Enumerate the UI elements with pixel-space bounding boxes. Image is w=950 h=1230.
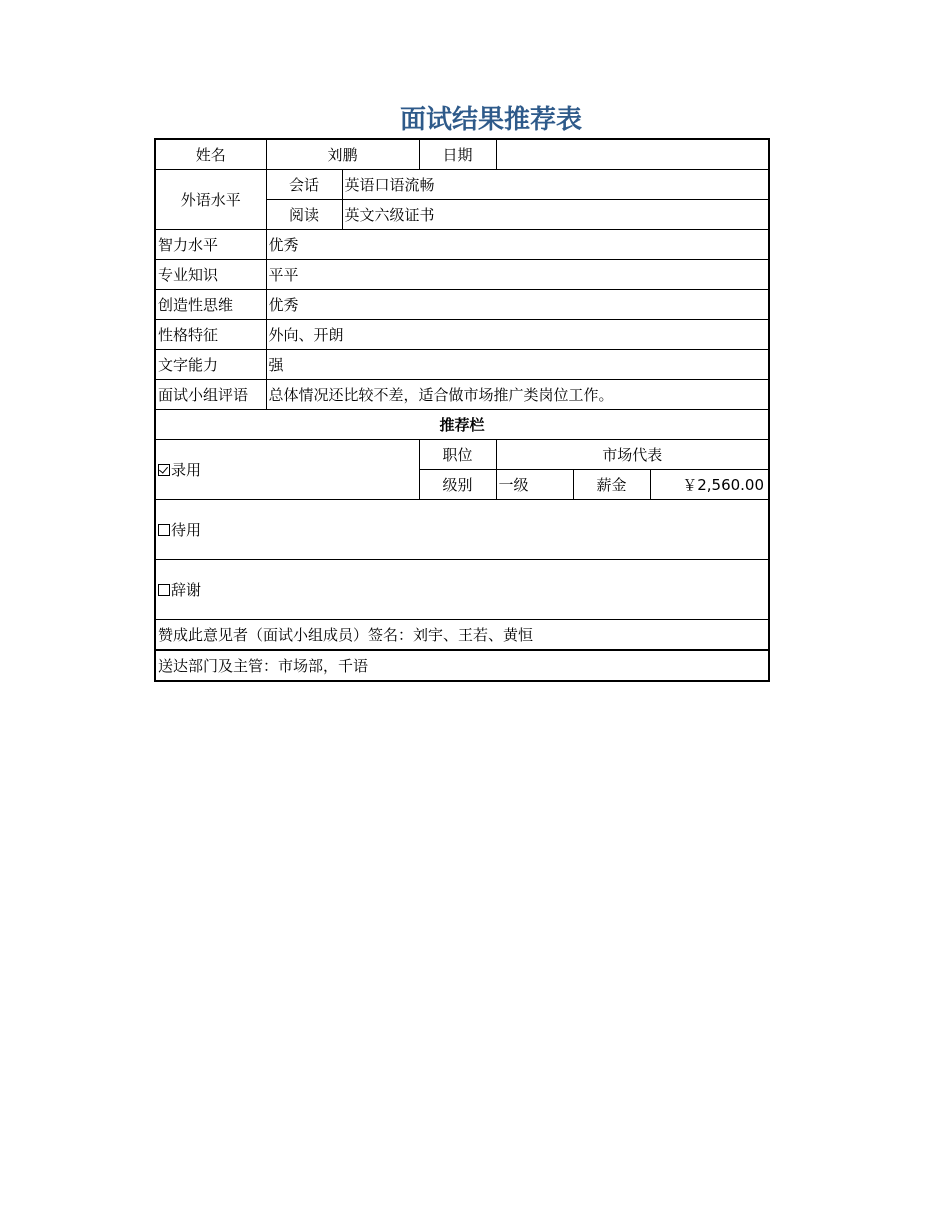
delivery-row	[155, 650, 769, 681]
name-row	[155, 139, 769, 170]
eval-label: 专业知识	[155, 260, 266, 290]
name-label: 姓名	[155, 139, 266, 170]
eval-row-personality	[155, 320, 769, 350]
eval-label: 创造性思维	[155, 290, 266, 320]
speaking-label: 会话	[266, 170, 342, 200]
signers-row	[155, 620, 769, 651]
delivery-text[interactable]: 送达部门及主管：市场部，千语	[155, 650, 769, 681]
eval-label: 性格特征	[155, 320, 266, 350]
unchecked-box-icon[interactable]	[158, 584, 170, 596]
salary-label: 薪金	[573, 470, 650, 500]
eval-value[interactable]: 强	[266, 350, 769, 380]
language-speaking-row	[155, 170, 769, 200]
eval-row-creativity	[155, 290, 769, 320]
eval-row-writing	[155, 350, 769, 380]
pending-row	[155, 500, 769, 560]
eval-value[interactable]: 优秀	[266, 230, 769, 260]
recommend-header-row	[155, 410, 769, 440]
eval-label: 文字能力	[155, 350, 266, 380]
hire-option[interactable]	[155, 440, 419, 500]
recommend-header: 推荐栏	[155, 410, 769, 440]
level-value[interactable]: 一级	[496, 470, 573, 500]
unchecked-box-icon[interactable]	[158, 524, 170, 536]
eval-row-knowledge	[155, 260, 769, 290]
decline-label: 辞谢	[171, 581, 202, 599]
date-label: 日期	[419, 139, 496, 170]
checked-box-icon[interactable]	[158, 464, 170, 476]
pending-option[interactable]	[155, 500, 769, 560]
name-value[interactable]: 刘鹏	[266, 139, 419, 170]
position-value[interactable]: 市场代表	[496, 440, 769, 470]
speaking-value[interactable]: 英语口语流畅	[342, 170, 769, 200]
eval-value[interactable]: 优秀	[266, 290, 769, 320]
date-value[interactable]	[496, 139, 769, 170]
hire-label: 录用	[171, 461, 202, 479]
reading-value[interactable]: 英文六级证书	[342, 200, 769, 230]
hire-row-1	[155, 440, 769, 470]
interview-result-table	[154, 138, 770, 682]
language-label: 外语水平	[155, 170, 266, 230]
pending-label: 待用	[171, 521, 202, 539]
level-label: 级别	[419, 470, 496, 500]
decline-option[interactable]	[155, 560, 769, 620]
decline-row	[155, 560, 769, 620]
eval-row-intelligence	[155, 230, 769, 260]
eval-label: 智力水平	[155, 230, 266, 260]
form-title: 面试结果推荐表	[400, 105, 583, 135]
eval-label: 面试小组评语	[155, 380, 266, 410]
position-label: 职位	[419, 440, 496, 470]
eval-value[interactable]: 外向、开朗	[266, 320, 769, 350]
salary-value[interactable]: ￥2,560.00	[650, 470, 769, 500]
eval-row-panel-comment	[155, 380, 769, 410]
reading-label: 阅读	[266, 200, 342, 230]
eval-value[interactable]: 平平	[266, 260, 769, 290]
signers-text[interactable]: 赞成此意见者（面试小组成员）签名：刘宇、王若、黄恒	[155, 620, 769, 651]
eval-value[interactable]: 总体情况还比较不差，适合做市场推广类岗位工作。	[266, 380, 769, 410]
